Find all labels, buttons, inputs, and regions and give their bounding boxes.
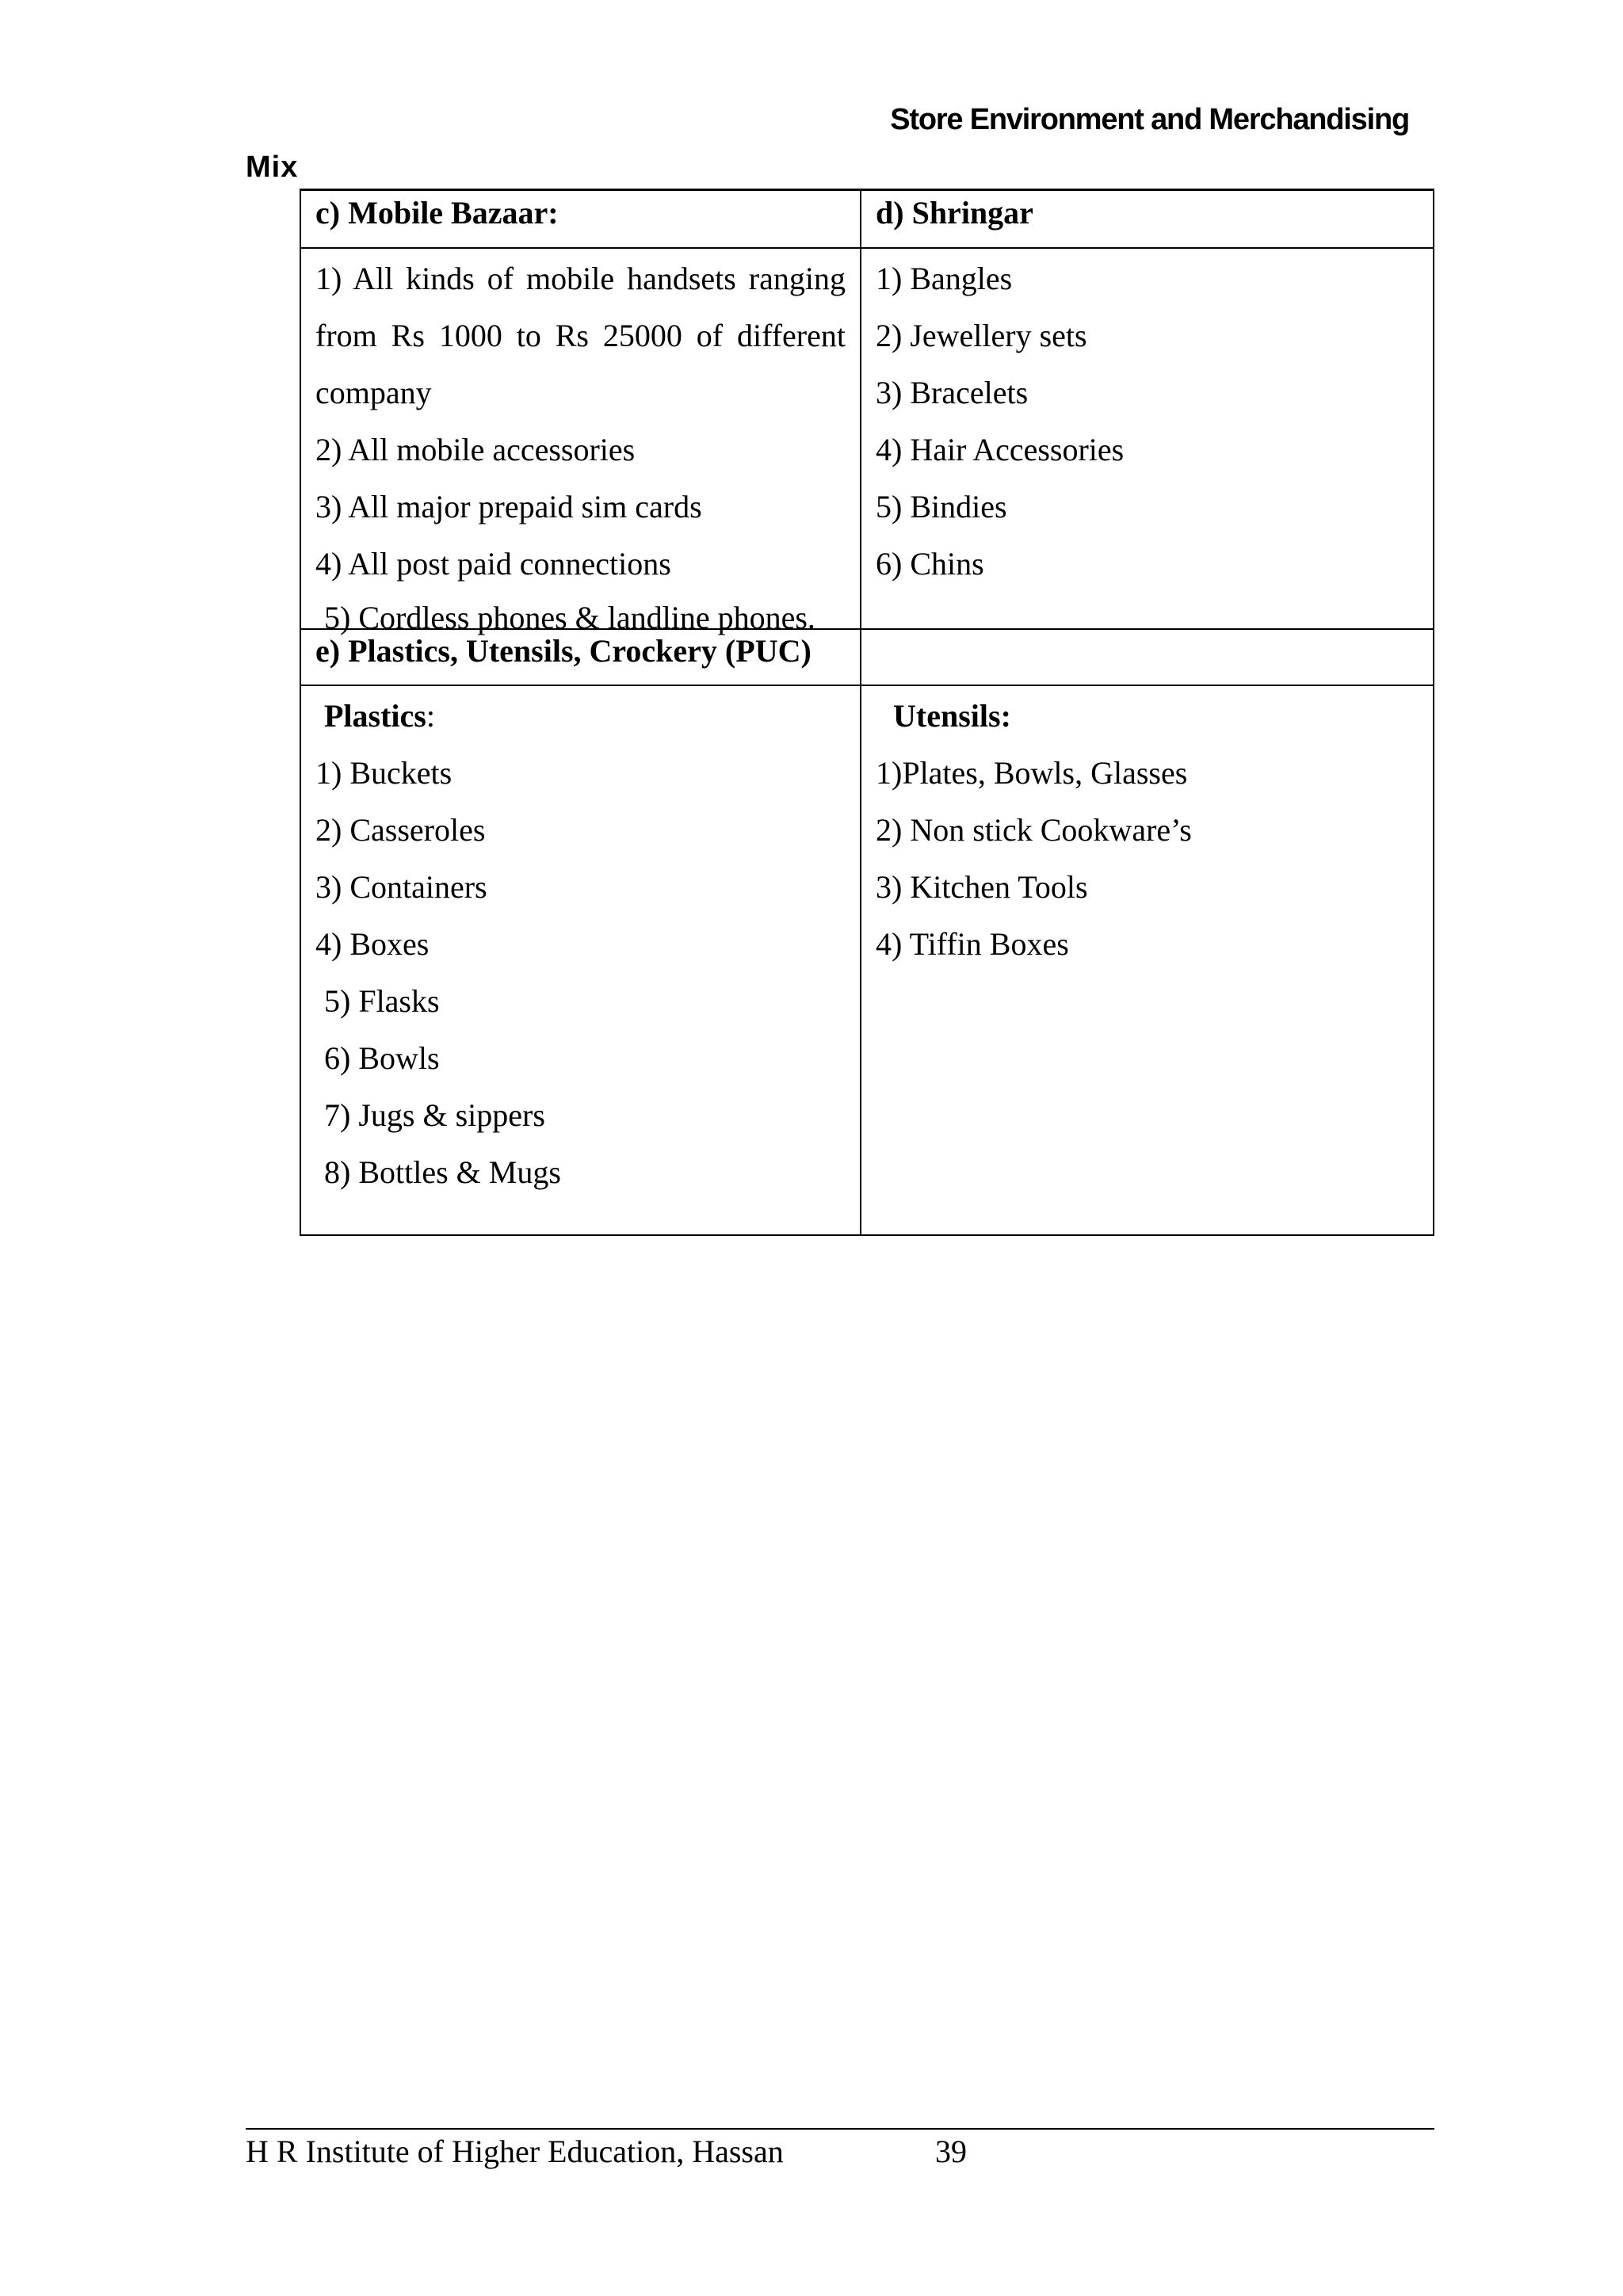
- table-row: [300, 686, 1434, 1236]
- list-item: 4) Hair Accessories: [876, 432, 1125, 467]
- shringar-heading: d) Shringar: [861, 191, 1434, 247]
- list-item: 6) Chins: [876, 546, 984, 582]
- list-item: 2) Casseroles: [315, 812, 486, 848]
- running-header-subtitle: Mix: [246, 151, 299, 184]
- plastics-colon: :: [426, 698, 435, 734]
- page-number: 39: [935, 2134, 967, 2169]
- list-item: 3) Kitchen Tools: [876, 869, 1088, 905]
- plastics-list: [300, 686, 861, 1234]
- empty-heading-cell: [861, 630, 1434, 685]
- plastics-label: Plastics: [324, 698, 426, 734]
- table-row: [300, 191, 1434, 249]
- list-item: 4) All post paid connections: [315, 546, 671, 582]
- table-row: [300, 630, 1434, 686]
- list-item: 2) All mobile accessories: [315, 432, 636, 467]
- table-row: [300, 249, 1434, 635]
- list-item: from Rs 1000 to Rs 25000 of different: [315, 318, 846, 353]
- list-item: 1) All kinds of mobile handsets ranging: [315, 261, 846, 296]
- product-mix-table: [300, 189, 1434, 1236]
- mobile-bazaar-list: [300, 249, 861, 635]
- list-item: 6) Bowls: [324, 1040, 440, 1076]
- utensils-list: [861, 686, 1434, 1234]
- shringar-list: [861, 249, 1434, 628]
- list-item: company: [315, 375, 432, 410]
- list-item: 5) Flasks: [324, 983, 440, 1019]
- list-item: 5) Bindies: [876, 489, 1007, 524]
- list-item: 3) Bracelets: [876, 375, 1029, 410]
- list-item: 4) Tiffin Boxes: [876, 926, 1069, 962]
- list-item: 1)Plates, Bowls, Glasses: [876, 755, 1188, 791]
- plastics-subheading: [315, 688, 846, 745]
- list-item: 3) Containers: [315, 869, 487, 905]
- list-item: 3) All major prepaid sim cards: [315, 489, 702, 524]
- running-header-title: Store Environment and Merchandising: [890, 103, 1409, 136]
- list-item: 7) Jugs & sippers: [324, 1097, 545, 1133]
- mobile-bazaar-heading: c) Mobile Bazaar:: [300, 191, 861, 247]
- list-item: 2) Non stick Cookware’s: [876, 812, 1192, 848]
- list-item: 4) Boxes: [315, 926, 430, 962]
- list-item: 1) Bangles: [876, 261, 1013, 296]
- list-item: 5) Cordless phones & landline phones.: [324, 600, 815, 635]
- list-item: 8) Bottles & Mugs: [324, 1154, 561, 1190]
- utensils-subheading: Utensils:: [893, 698, 1011, 734]
- list-item: 2) Jewellery sets: [876, 318, 1087, 353]
- footer-institution: H R Institute of Higher Education, Hassan: [246, 2134, 784, 2169]
- puc-heading: e) Plastics, Utensils, Crockery (PUC): [300, 630, 861, 685]
- list-item: 1) Buckets: [315, 755, 453, 791]
